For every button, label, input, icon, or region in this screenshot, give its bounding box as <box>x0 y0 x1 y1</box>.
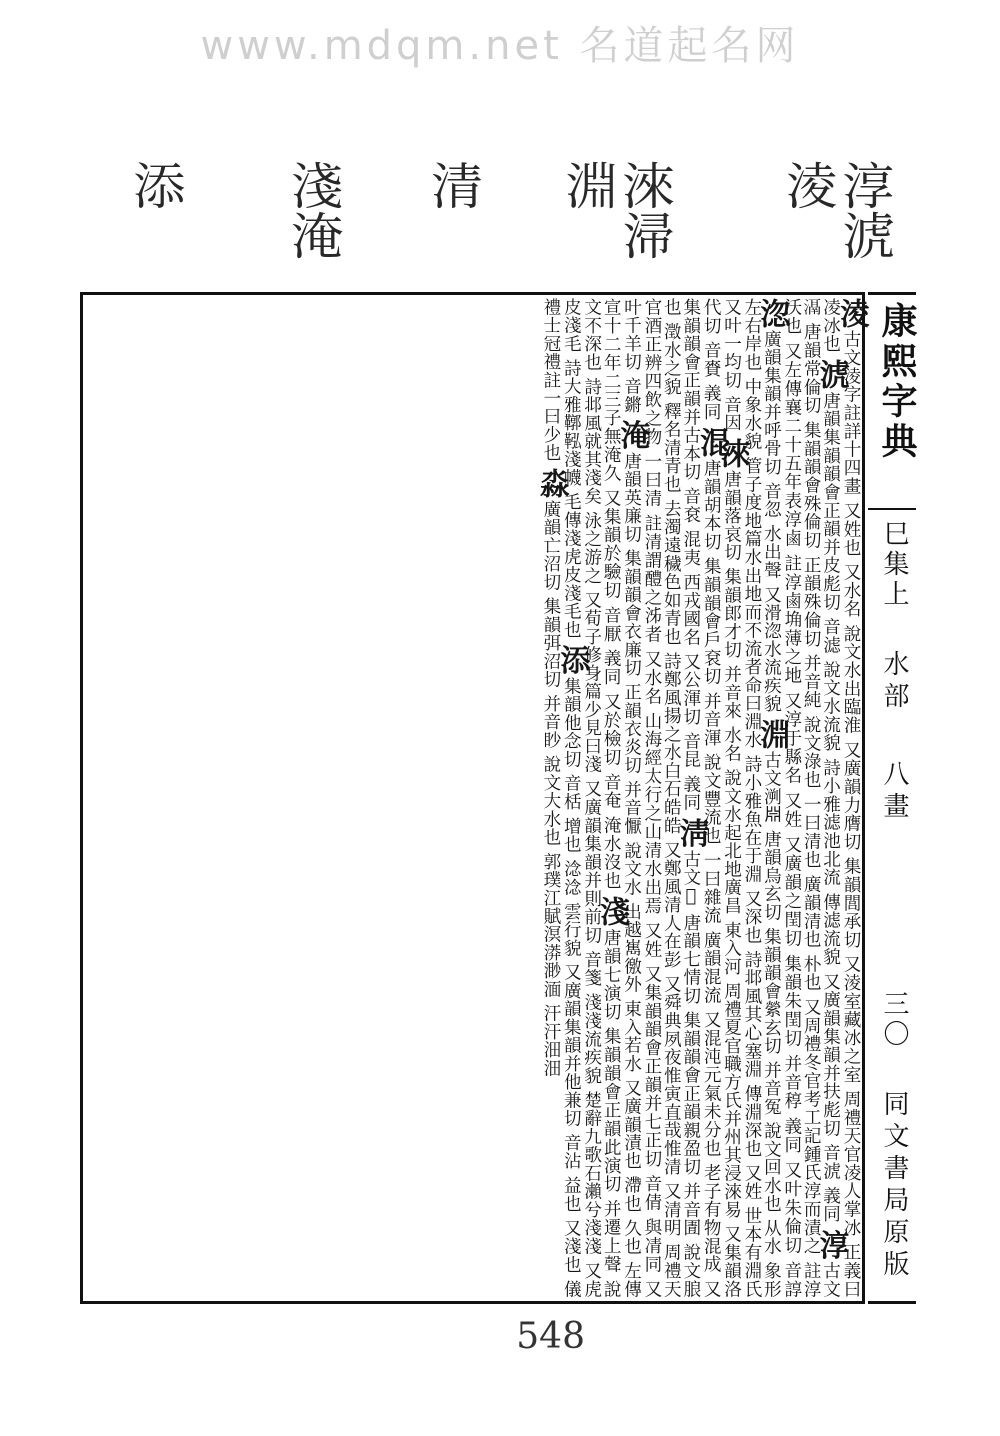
seal-glyph-group-1 <box>210 160 344 300</box>
entry-text: 唐韻集韻韻會正韻并皮彪切 音滤 說文水流貌 詩小雅滤池北流 傳滤流貌 又廣韻集韻并扶彪切 音淲 義同 <box>820 391 841 1224</box>
radical-label: 水部 <box>879 650 909 714</box>
dictionary-body <box>84 298 869 1299</box>
entry-head: 淴 <box>754 298 790 331</box>
seal-glyph-group-3 <box>500 160 675 300</box>
entry-text: 唐韻英廉切 集韻韻會衣廉切 正韻衣炎切 并音懨 說文水 出越嶲徼外 東入若水 又廣韻漬也 滯也 久也 左傳宣十二年二三子無淹久 又集韻於驗切 音厭 義同 又於檢切 音奄 淹水沒也 <box>601 298 642 1298</box>
entry-head: 添 <box>554 644 590 677</box>
entry-text: 唐韻胡本切 集韻韻會戶袞切 并音渾 說文豐流也 一曰雜流 廣韻混流 又混沌元氣未分也 老子有物混成 又集韻韻會正韻并古本切 音袞 混夷 西戎國名 又公渾切 音昆 義同 <box>680 298 722 1298</box>
leaf-number: 三〇 <box>879 990 909 1050</box>
seal-glyph-group-4 <box>720 160 895 300</box>
seal-glyph: 淳淲淩 <box>777 160 895 260</box>
entry-head: 淸 <box>673 817 709 850</box>
seal-glyph: 淺淹 <box>282 160 344 260</box>
entry-text: 古文𤀎 唐韻七情切 集韻韻會正韻親盈切 并音圊 說文朖也 澂水之貌 釋名清青也 去濁遠穢色如青也 詩鄭風揚之水白石皓皓 又鄭風清人在彭 又舜典夙夜惟寅直哉惟清 又清明 周禮天官酒正辨四飲之物 一曰清 註清謂醴之泲者 又水名 山海經太行之山清水出焉 又姓 又集韻韻會正韻并七正切 音倩 與凊同 又叶千羊切 音鏘 <box>621 298 701 1299</box>
stroke-count-label: 八畫 <box>879 760 909 824</box>
entry-head: 淵 <box>754 718 790 751</box>
volume-label: 巳集上 <box>879 520 909 610</box>
entry-head: 淺 <box>594 896 630 929</box>
watermark: www.mdqm.net 名道起名网 <box>200 23 800 69</box>
entry-text: 唐韻七演切 集韻韻會正韻此演切 并遷上聲 說文不深也 詩邶風就其淺矣 泳之游之 又荀子修身篇少見曰淺 又廣韻集韻并則前切 音箋 淺淺流疾貌 楚辭九歌石瀨兮淺淺 又虎皮淺毛 詩大雅鞹鞃淺幭 毛傳淺虎皮淺毛也 <box>561 298 622 1298</box>
page-number: 548 <box>516 1316 585 1357</box>
entry-head: 淳 <box>813 1229 849 1262</box>
entry-head: 淲 <box>813 359 849 392</box>
seal-glyph: 淶㴆淵 <box>557 160 675 260</box>
entry-text: 古文淩字註詳十四畫 又姓也 又水名 說文水出臨淮 又廣韻力膺切 集韻閭承切 又淩室藏冰之室 周禮天官凌人掌冰 正義曰 凌冰也 <box>820 298 861 1299</box>
seal-glyph-group-5 <box>92 160 186 300</box>
entry-text: 集韻他念切 音栝 增也 淰淰 雲行貌 又廣韻集韻并他兼切 音沾 益也 又淺也 儀禮士冠禮註一曰少也 <box>540 298 582 1298</box>
entry-text: 唐韻落哀切 集韻郎才切 并音來 水名 說文水起北地廣昌 東入河 周禮夏官職方氏并州其浸淶易 又集韻洛代切 音賚 義同 <box>701 298 742 1299</box>
entry-text: 廣韻亡沼切 集韻弭沼切 并音眇 說文大水也 郭璞江賦溟漭渺湎 汗汗沺沺 <box>540 500 561 1077</box>
seal-glyph: 添 <box>124 160 186 210</box>
entry-head: 淹 <box>614 419 650 452</box>
seal-glyph-group-2 <box>410 160 484 300</box>
entry-text: 廣韻集韻并呼骨切 音忽 水出聲 又滑淴水流疾貌 <box>761 330 782 713</box>
header-divider <box>868 508 916 510</box>
entry-head: 淶 <box>714 438 750 471</box>
entry-head: 淩 <box>834 298 869 331</box>
entry-text: 古文𣽐 唐韻常倫切 集韻韻會殊倫切 正韻殊倫切 并音純 說文淥也 一曰清也 廣韻清也 朴也 又周禮冬官考工記鍾氏淳而漬之 註淳沃也 又左傳襄二十五年表淳鹵 註淳鹵埆薄之地 又淳于縣名 又姓 又廣韻之閏切 集韻朱閏切 并音稕 義同 又叶朱倫切 音諄 <box>781 298 841 1299</box>
book-title: 康熙字典 <box>876 302 918 462</box>
seal-glyph: 清 <box>422 160 484 210</box>
entry-head: 混 <box>694 427 730 460</box>
entry-head: 淼 <box>533 468 569 501</box>
entry-text: 古文㴊𣶒 唐韻烏玄切 集韻韻會縈玄切 并音冤 說文回水也 从水 象形 左右岸也 中象水貌 管子度地篇水出地而不流者命曰淵水 詩小雅魚在于淵 又深也 詩邶風其心塞淵 傳淵深也 又姓 世本有淵氏 又叶一均切 音因 <box>721 298 782 1299</box>
publisher-label: 同文書局原版 <box>879 1090 909 1282</box>
